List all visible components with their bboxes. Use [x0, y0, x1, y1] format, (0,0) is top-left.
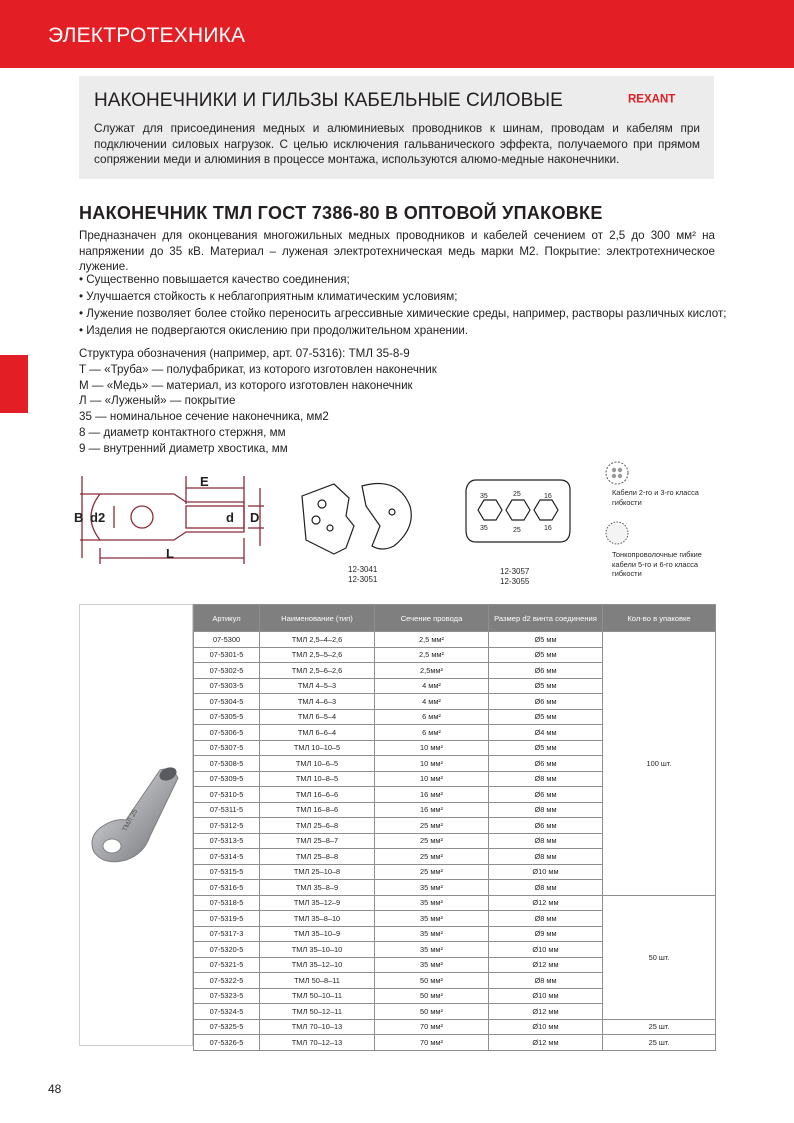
table-cell: Ø12 мм — [489, 1004, 603, 1020]
list-item: • Лужение позволяет более стойко переносить агрессивные химические среды, например, растворы различных кислот; — [79, 307, 727, 320]
table-cell: ТМЛ 70–12–13 — [260, 1035, 375, 1051]
table-cell: ТМЛ 35–10–9 — [260, 926, 375, 942]
table-row — [194, 1019, 716, 1035]
table-cell: ТМЛ 2,5–6–2,6 — [260, 663, 375, 679]
table-cell: ТМЛ 2,5–5–2,6 — [260, 647, 375, 663]
list-item: • Существенно повышается качество соединения; — [79, 273, 350, 286]
table-cell: 35 мм² — [375, 926, 489, 942]
list-item: • Изделия не подвергаются окислению при продолжительном хранении. — [79, 324, 469, 337]
legend-class-2-3: Кабели 2-го и 3-го класса гибкости — [612, 488, 699, 507]
die2-caption — [500, 567, 529, 587]
dim-label-l: L — [166, 546, 174, 561]
svg-text:25: 25 — [513, 491, 521, 498]
table-cell: 50 мм² — [375, 988, 489, 1004]
quantity-cell: 100 шт. — [603, 632, 716, 896]
product-title: НАКОНЕЧНИК ТМЛ ГОСТ 7386-80 В ОПТОВОЙ УПАКОВКЕ — [79, 203, 603, 223]
svg-text:16: 16 — [544, 493, 552, 500]
table-cell: ТМЛ 50–12–11 — [260, 1004, 375, 1020]
table-cell: ТМЛ 35–10–10 — [260, 942, 375, 958]
table-cell: Ø12 мм — [489, 895, 603, 911]
table-cell: 4 мм² — [375, 678, 489, 694]
structure-line: М — «Медь» — материал, из которого изготовлен наконечник — [79, 378, 413, 392]
table-cell: Ø5 мм — [489, 632, 603, 648]
table-cell: 07-5321-5 — [194, 957, 260, 973]
crimp-die-drawing-1 — [294, 476, 424, 558]
crimp-die-drawing-2 — [458, 470, 578, 550]
table-row — [194, 632, 716, 648]
table-cell: Ø9 мм — [489, 926, 603, 942]
list-item: • Улучшается стойкость к неблагоприятным климатическим условиям; — [79, 290, 458, 303]
svg-text:REXANT: REXANT — [628, 93, 676, 104]
lug-stamp: ТМЛ 25 — [121, 808, 140, 833]
column-header: Наименование (тип) — [260, 605, 375, 632]
caption-line: 12-3057 — [500, 567, 530, 576]
table-cell: Ø12 мм — [489, 1035, 603, 1051]
table-cell: ТМЛ 10–6–5 — [260, 756, 375, 772]
table-cell: 2,5 мм² — [375, 632, 489, 648]
lug-hole — [131, 506, 153, 528]
table-cell: Ø8 мм — [489, 911, 603, 927]
table-cell: 16 мм² — [375, 802, 489, 818]
table-cell: 25 мм² — [375, 849, 489, 865]
intro-text: Служат для присоединения медных и алюминиевых проводников к шинам, проводам и кабелям при подключении силовых нагрузок. С целью исключения гальванического эффекта, получаемого при прямом сопряжении меди и алюминия в процессе монтажа, используются алюмо-медные наконечники. — [94, 121, 700, 166]
table-cell: Ø5 мм — [489, 647, 603, 663]
table-cell: 70 мм² — [375, 1035, 489, 1051]
table-cell: 25 мм² — [375, 833, 489, 849]
table-cell: 07-5323-5 — [194, 988, 260, 1004]
table-cell: ТМЛ 4–6–3 — [260, 694, 375, 710]
table-cell: 07-5317-3 — [194, 926, 260, 942]
caption-line: 12-3051 — [348, 575, 378, 584]
table-cell: Ø8 мм — [489, 833, 603, 849]
caption-line: 12-3055 — [500, 577, 530, 586]
table-cell: 6 мм² — [375, 709, 489, 725]
table-cell: 07-5307-5 — [194, 740, 260, 756]
structure-line: 8 — диаметр контактного стержня, мм — [79, 425, 286, 439]
page-number: 48 — [48, 1082, 62, 1096]
structure-line: 9 — внутренний диаметр хвостика, мм — [79, 441, 288, 455]
table-cell: ТМЛ 10–10–5 — [260, 740, 375, 756]
lug-technical-drawing — [74, 468, 274, 573]
table-cell: 07-5309-5 — [194, 771, 260, 787]
table-cell: Ø10 мм — [489, 1019, 603, 1035]
table-cell: Ø6 мм — [489, 663, 603, 679]
table-cell: 10 мм² — [375, 771, 489, 787]
table-cell: Ø10 мм — [489, 988, 603, 1004]
dim-label-outer-d: D — [250, 510, 260, 525]
lug-tube-inner — [186, 506, 244, 528]
table-cell: 07-5313-5 — [194, 833, 260, 849]
table-cell: 07-5318-5 — [194, 895, 260, 911]
column-header: Размер d2 винта соединения — [489, 605, 603, 632]
designation-structure — [79, 346, 437, 457]
table-cell: 07-5303-5 — [194, 678, 260, 694]
table-cell: 35 мм² — [375, 942, 489, 958]
table-cell: 25 мм² — [375, 818, 489, 834]
cable-class-2-3-icon — [604, 460, 630, 486]
table-cell: Ø10 мм — [489, 864, 603, 880]
table-cell: ТМЛ 35–12–9 — [260, 895, 375, 911]
table-cell: 07-5312-5 — [194, 818, 260, 834]
table-cell: 10 мм² — [375, 740, 489, 756]
table-cell: Ø8 мм — [489, 849, 603, 865]
legend-class-5-6: Тонкопроволочные гибкие кабели 5-го и 6-го класса гибкости — [612, 550, 702, 578]
section-title: ЭЛЕКТРОТЕХНИКА — [48, 24, 246, 47]
table-cell: ТМЛ 25–8–7 — [260, 833, 375, 849]
table-cell: 35 мм² — [375, 895, 489, 911]
svg-text:35: 35 — [480, 525, 488, 532]
table-cell: 07-5301-5 — [194, 647, 260, 663]
quantity-cell: 25 шт. — [603, 1019, 716, 1035]
table-cell: 07-5306-5 — [194, 725, 260, 741]
column-header: Артикул — [194, 605, 260, 632]
table-cell: ТМЛ 35–8–9 — [260, 880, 375, 896]
svg-text:25: 25 — [513, 527, 521, 534]
table-cell: ТМЛ 25–10–8 — [260, 864, 375, 880]
table-cell: ТМЛ 10–8–5 — [260, 771, 375, 787]
dim-label-d2: d2 — [90, 510, 106, 525]
table-cell: 6 мм² — [375, 725, 489, 741]
table-cell: 07-5319-5 — [194, 911, 260, 927]
table-cell: 70 мм² — [375, 1019, 489, 1035]
product-table — [193, 604, 716, 1051]
structure-line: Т — «Труба» — полуфабрикат, из которого изготовлен наконечник — [79, 362, 437, 376]
table-cell: Ø12 мм — [489, 957, 603, 973]
table-cell: ТМЛ 16–6–6 — [260, 787, 375, 803]
table-cell: ТМЛ 70–10–13 — [260, 1019, 375, 1035]
table-cell: ТМЛ 35–12–10 — [260, 957, 375, 973]
table-cell: 07-5316-5 — [194, 880, 260, 896]
table-cell: Ø8 мм — [489, 771, 603, 787]
table-cell: 07-5320-5 — [194, 942, 260, 958]
table-cell: Ø10 мм — [489, 942, 603, 958]
table-cell: 2,5 мм² — [375, 647, 489, 663]
table-cell: 07-5310-5 — [194, 787, 260, 803]
section-tab-marker — [0, 355, 28, 413]
intro-title: НАКОНЕЧНИКИ И ГИЛЬЗЫ КАБЕЛЬНЫЕ СИЛОВЫЕ — [94, 90, 563, 111]
table-row — [194, 1035, 716, 1051]
table-cell: ТМЛ 6–6–4 — [260, 725, 375, 741]
table-cell: ТМЛ 16–8–6 — [260, 802, 375, 818]
cable-class-5-6-icon — [604, 520, 630, 546]
table-cell: 10 мм² — [375, 756, 489, 772]
lug-product-photo — [86, 758, 186, 868]
table-cell: 35 мм² — [375, 911, 489, 927]
feature-list — [79, 271, 726, 339]
rexant-logo — [628, 92, 700, 104]
table-cell: ТМЛ 25–6–8 — [260, 818, 375, 834]
table-cell: ТМЛ 50–10–11 — [260, 988, 375, 1004]
table-cell: 07-5315-5 — [194, 864, 260, 880]
table-cell: 16 мм² — [375, 787, 489, 803]
table-cell: 07-5326-5 — [194, 1035, 260, 1051]
table-cell: Ø5 мм — [489, 740, 603, 756]
die1-caption — [348, 565, 377, 585]
table-cell: Ø8 мм — [489, 802, 603, 818]
dim-label-d: d — [226, 510, 234, 525]
table-cell: 2,5мм² — [375, 663, 489, 679]
column-header: Сечение провода — [375, 605, 489, 632]
table-cell: 07-5308-5 — [194, 756, 260, 772]
table-cell: 07-5304-5 — [194, 694, 260, 710]
table-cell: Ø5 мм — [489, 678, 603, 694]
table-cell: Ø6 мм — [489, 756, 603, 772]
caption-line: 12-3041 — [348, 565, 378, 574]
product-description: Предназначен для оконцевания многожильных медных проводников и кабелей сечением от 2,5 до 300 мм² на напряжении до 35 кВ. Материал – луженая электротехническая медь марки М2. Покрытие: электротехническое лужение. — [79, 229, 715, 273]
structure-line: Л — «Луженый» — покрытие — [79, 394, 236, 408]
table-cell: ТМЛ 4–5–3 — [260, 678, 375, 694]
table-cell: ТМЛ 50–8–11 — [260, 973, 375, 989]
table-cell: 50 мм² — [375, 1004, 489, 1020]
table-cell: Ø6 мм — [489, 818, 603, 834]
table-cell: Ø8 мм — [489, 973, 603, 989]
structure-line: Структура обозначения (например, арт. 07-5316): ТМЛ 35-8-9 — [79, 347, 410, 360]
table-cell: ТМЛ 2,5–4–2,6 — [260, 632, 375, 648]
quantity-cell: 50 шт. — [603, 895, 716, 1019]
table-cell: ТМЛ 35–8–10 — [260, 911, 375, 927]
table-cell: Ø6 мм — [489, 694, 603, 710]
table-cell: Ø5 мм — [489, 709, 603, 725]
table-cell: Ø6 мм — [489, 787, 603, 803]
table-cell: 07-5322-5 — [194, 973, 260, 989]
dim-label-e: E — [200, 474, 209, 489]
svg-text:16: 16 — [544, 525, 552, 532]
table-cell: 07-5324-5 — [194, 1004, 260, 1020]
table-cell: Ø4 мм — [489, 725, 603, 741]
svg-text:35: 35 — [480, 493, 488, 500]
quantity-cell: 25 шт. — [603, 1035, 716, 1051]
table-cell: ТМЛ 6–5–4 — [260, 709, 375, 725]
structure-line: 35 — номинальное сечение наконечника, мм2 — [79, 410, 329, 424]
table-cell: 07-5302-5 — [194, 663, 260, 679]
table-cell: 50 мм² — [375, 973, 489, 989]
table-cell: 4 мм² — [375, 694, 489, 710]
table-cell: Ø8 мм — [489, 880, 603, 896]
table-cell: 07-5325-5 — [194, 1019, 260, 1035]
table-cell: ТМЛ 25–8–8 — [260, 849, 375, 865]
table-cell: 07-5305-5 — [194, 709, 260, 725]
table-cell: 35 мм² — [375, 880, 489, 896]
table-header-row — [194, 605, 716, 632]
table-cell: 07-5311-5 — [194, 802, 260, 818]
table-cell: 07-5300 — [194, 632, 260, 648]
column-header: Кол-во в упаковке — [603, 605, 716, 632]
table-row — [194, 895, 716, 911]
table-cell: 25 мм² — [375, 864, 489, 880]
table-cell: 35 мм² — [375, 957, 489, 973]
table-cell: 07-5314-5 — [194, 849, 260, 865]
dim-label-b: B — [74, 510, 84, 525]
